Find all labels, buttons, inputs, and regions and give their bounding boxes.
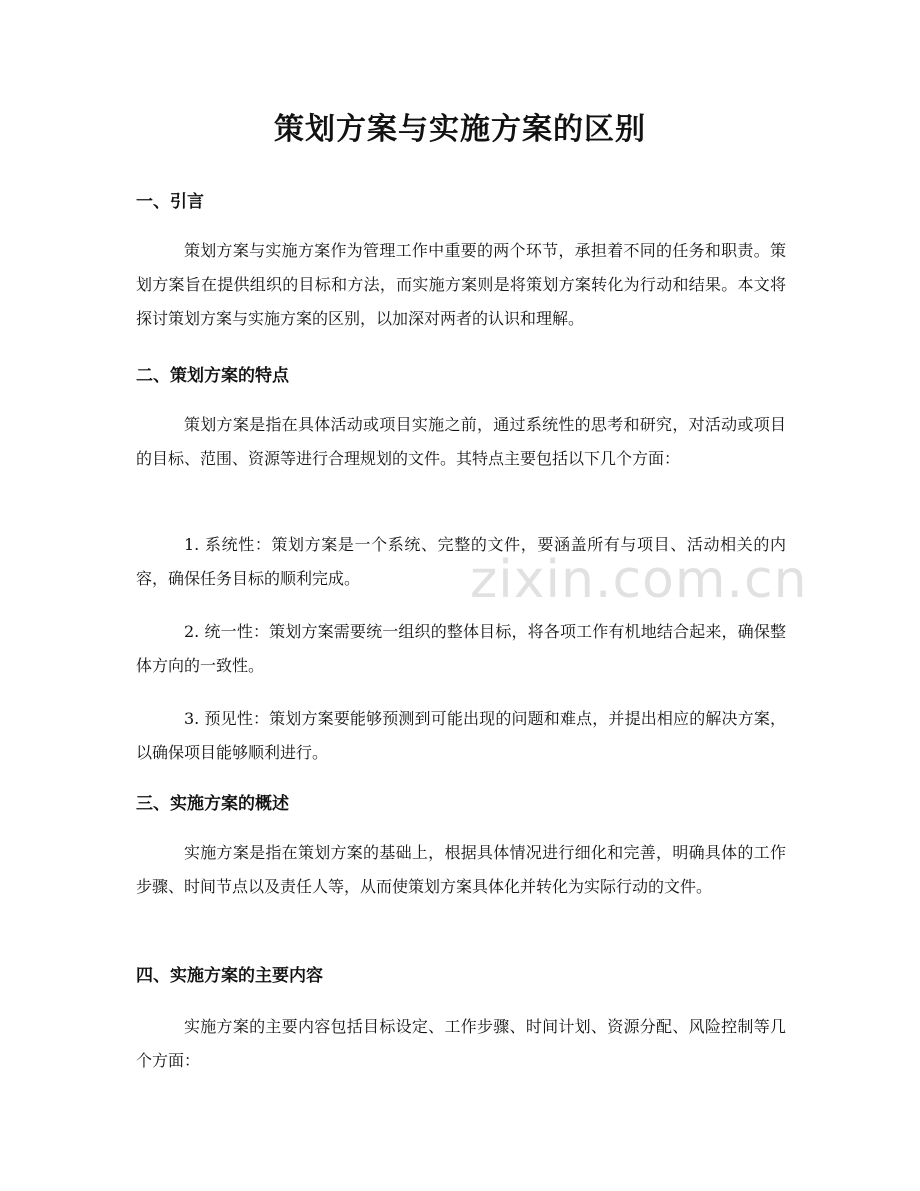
paragraph-implementation-overview: 实施方案是指在策划方案的基础上，根据具体情况进行细化和完善，明确具体的工作步骤、时间节点以及责任人等，从而使策划方案具体化并转化为实际行动的文件。 bbox=[136, 843, 786, 896]
paragraph-introduction: 策划方案与实施方案作为管理工作中重要的两个环节，承担着不同的任务和职责。策划方案旨在提供组织的目标和方法，而实施方案则是将策划方案转化为行动和结果。本文将探讨策划方案与实施方案的区别，以加深对两者的认识和理解。 bbox=[136, 241, 786, 328]
section-heading-implementation-overview: 三、实施方案的概述 bbox=[136, 794, 289, 814]
list-item-foresight: 3. 预见性：策划方案要能够预测到可能出现的问题和难点，并提出相应的解决方案，以确保项目能够顺利进行。 bbox=[136, 709, 786, 762]
list-item-systematic: 1. 系统性：策划方案是一个系统、完整的文件，要涵盖所有与项目、活动相关的内容，确保任务目标的顺利完成。 bbox=[136, 535, 786, 588]
list-item-unified: 2. 统一性：策划方案需要统一组织的整体目标，将各项工作有机地结合起来，确保整体方向的一致性。 bbox=[136, 622, 786, 675]
paragraph-implementation-contents: 实施方案的主要内容包括目标设定、工作步骤、时间计划、资源分配、风险控制等几个方面： bbox=[136, 1017, 786, 1070]
section-heading-planning-features: 二、策划方案的特点 bbox=[136, 366, 289, 386]
section-heading-introduction: 一、引言 bbox=[136, 192, 204, 212]
section-heading-implementation-contents: 四、实施方案的主要内容 bbox=[136, 966, 323, 986]
watermark: zixin.com.cn bbox=[470, 550, 808, 610]
document-title: 策划方案与实施方案的区别 bbox=[274, 112, 646, 147]
paragraph-planning-definition: 策划方案是指在具体活动或项目实施之前，通过系统性的思考和研究，对活动或项目的目标、范围、资源等进行合理规划的文件。其特点主要包括以下几个方面： bbox=[136, 415, 786, 468]
